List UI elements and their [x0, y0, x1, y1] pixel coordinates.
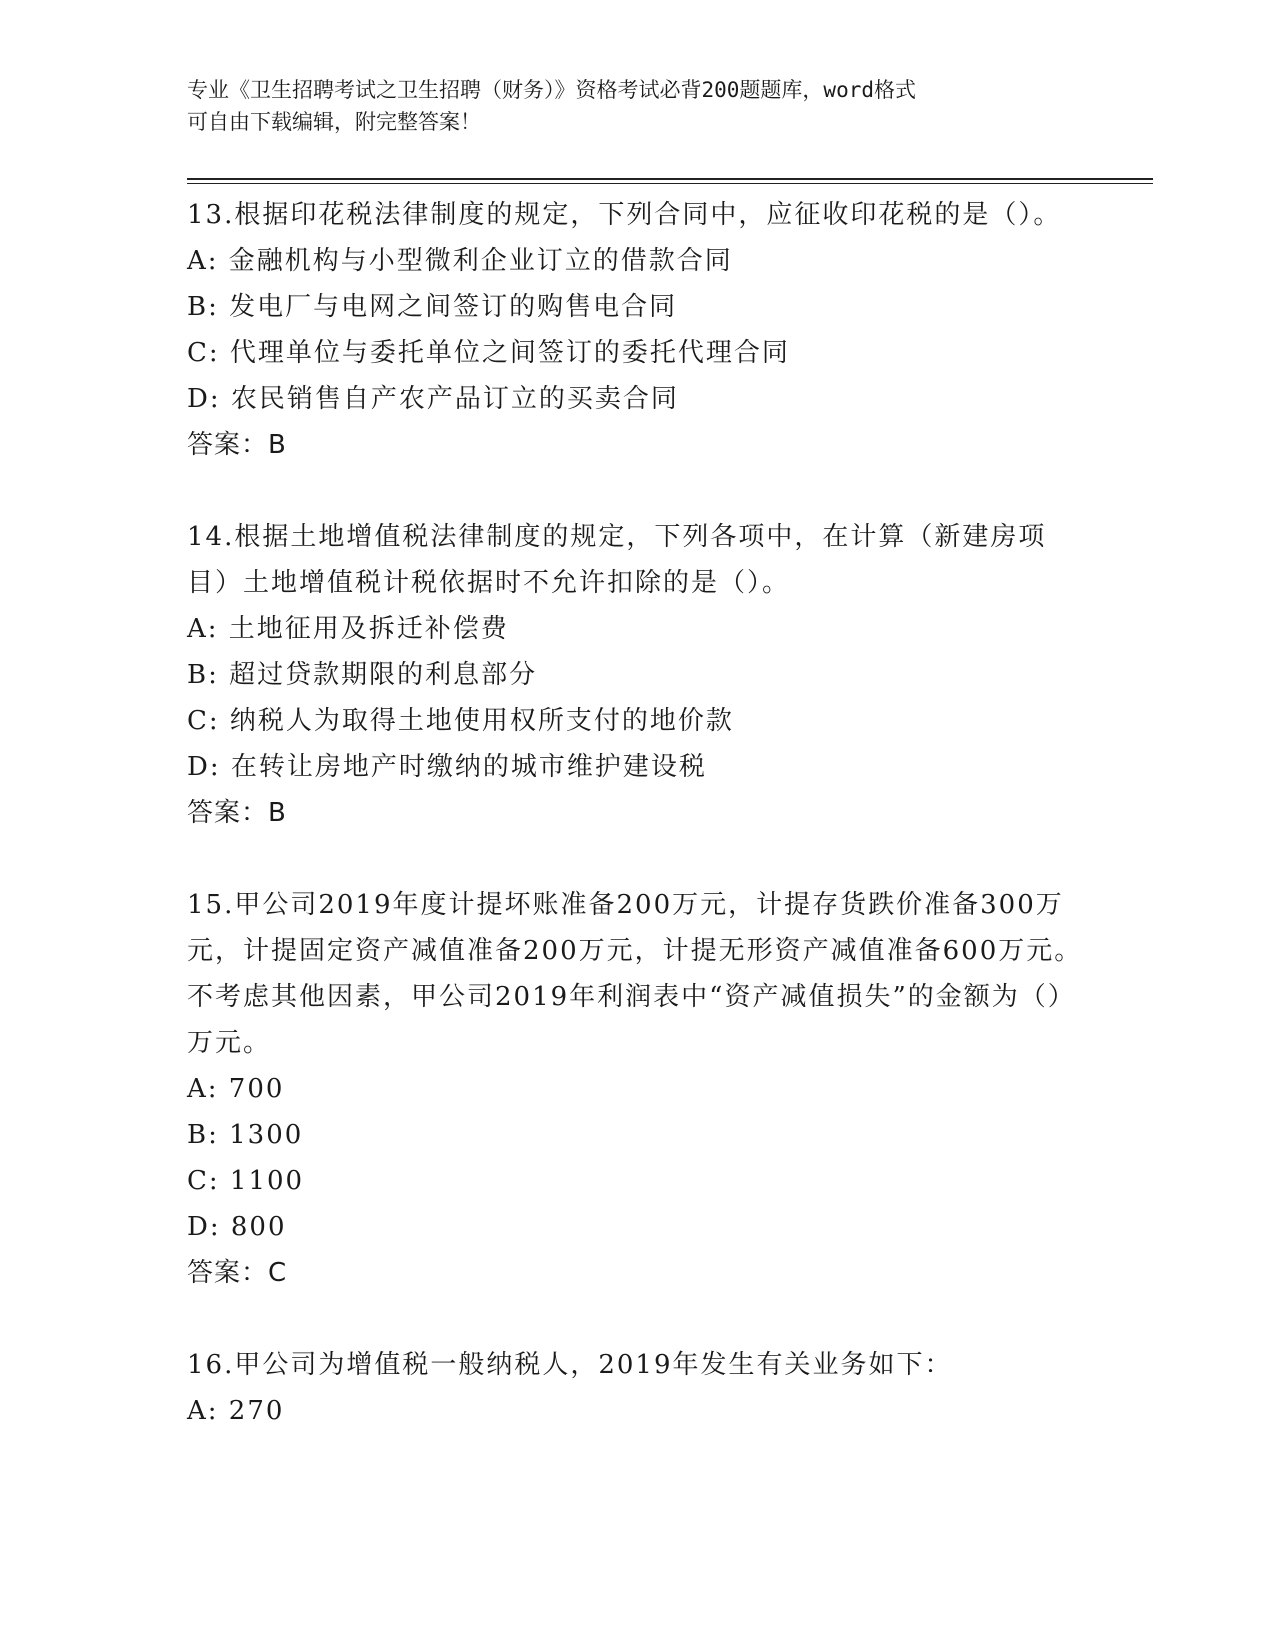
option-d: D: 800 [187, 1212, 287, 1242]
answer-line: 答案：B [187, 430, 287, 460]
header-rule-thick [187, 178, 1153, 180]
option-d: D: 农民销售自产农产品订立的买卖合同 [187, 384, 679, 414]
question-text: 16.甲公司为增值税一般纳税人，2019年发生有关业务如下： [187, 1350, 953, 1380]
header-line-1: 专业《卫生招聘考试之卫生招聘（财务）》资格考试必背200题题库，word格式 [187, 78, 916, 102]
question-16 [187, 1342, 1087, 1434]
answer-line: 答案：B [187, 798, 287, 828]
question-text: 13.根据印花税法律制度的规定，下列合同中，应征收印花税的是（）。 [187, 200, 1062, 230]
question-15 [187, 882, 1087, 1296]
document-header [187, 74, 1067, 138]
question-14 [187, 514, 1087, 836]
question-text: 14.根据土地增值税法律制度的规定，下列各项中，在计算（新建房项目）土地增值税计税依据时不允许扣除的是（）。 [187, 522, 1047, 598]
option-b: B: 1300 [187, 1120, 304, 1150]
question-13 [187, 192, 1087, 468]
option-b: B: 发电厂与电网之间签订的购售电合同 [187, 292, 678, 322]
option-c: C: 代理单位与委托单位之间签订的委托代理合同 [187, 338, 790, 368]
option-a: A: 700 [187, 1074, 285, 1104]
option-b: B: 超过贷款期限的利息部分 [187, 660, 538, 690]
question-list [187, 192, 1087, 1480]
header-rule-thin [187, 183, 1153, 184]
option-a: A: 270 [187, 1396, 285, 1426]
option-c: C: 1100 [187, 1166, 305, 1196]
option-a: A: 金融机构与小型微利企业订立的借款合同 [187, 246, 733, 276]
option-c: C: 纳税人为取得土地使用权所支付的地价款 [187, 706, 734, 736]
option-d: D: 在转让房地产时缴纳的城市维护建设税 [187, 752, 707, 782]
question-text: 15.甲公司2019年度计提坏账准备200万元，计提存货跌价准备300万元，计提固定资产减值准备200万元，计提无形资产减值准备600万元。不考虑其他因素，甲公司2019年利润表中“资产减值损失”的金额为（）万元。 [187, 890, 1083, 1058]
option-a: A: 土地征用及拆迁补偿费 [187, 614, 509, 644]
header-line-2: 可自由下载编辑，附完整答案！ [187, 110, 481, 134]
answer-line: 答案：C [187, 1258, 288, 1288]
